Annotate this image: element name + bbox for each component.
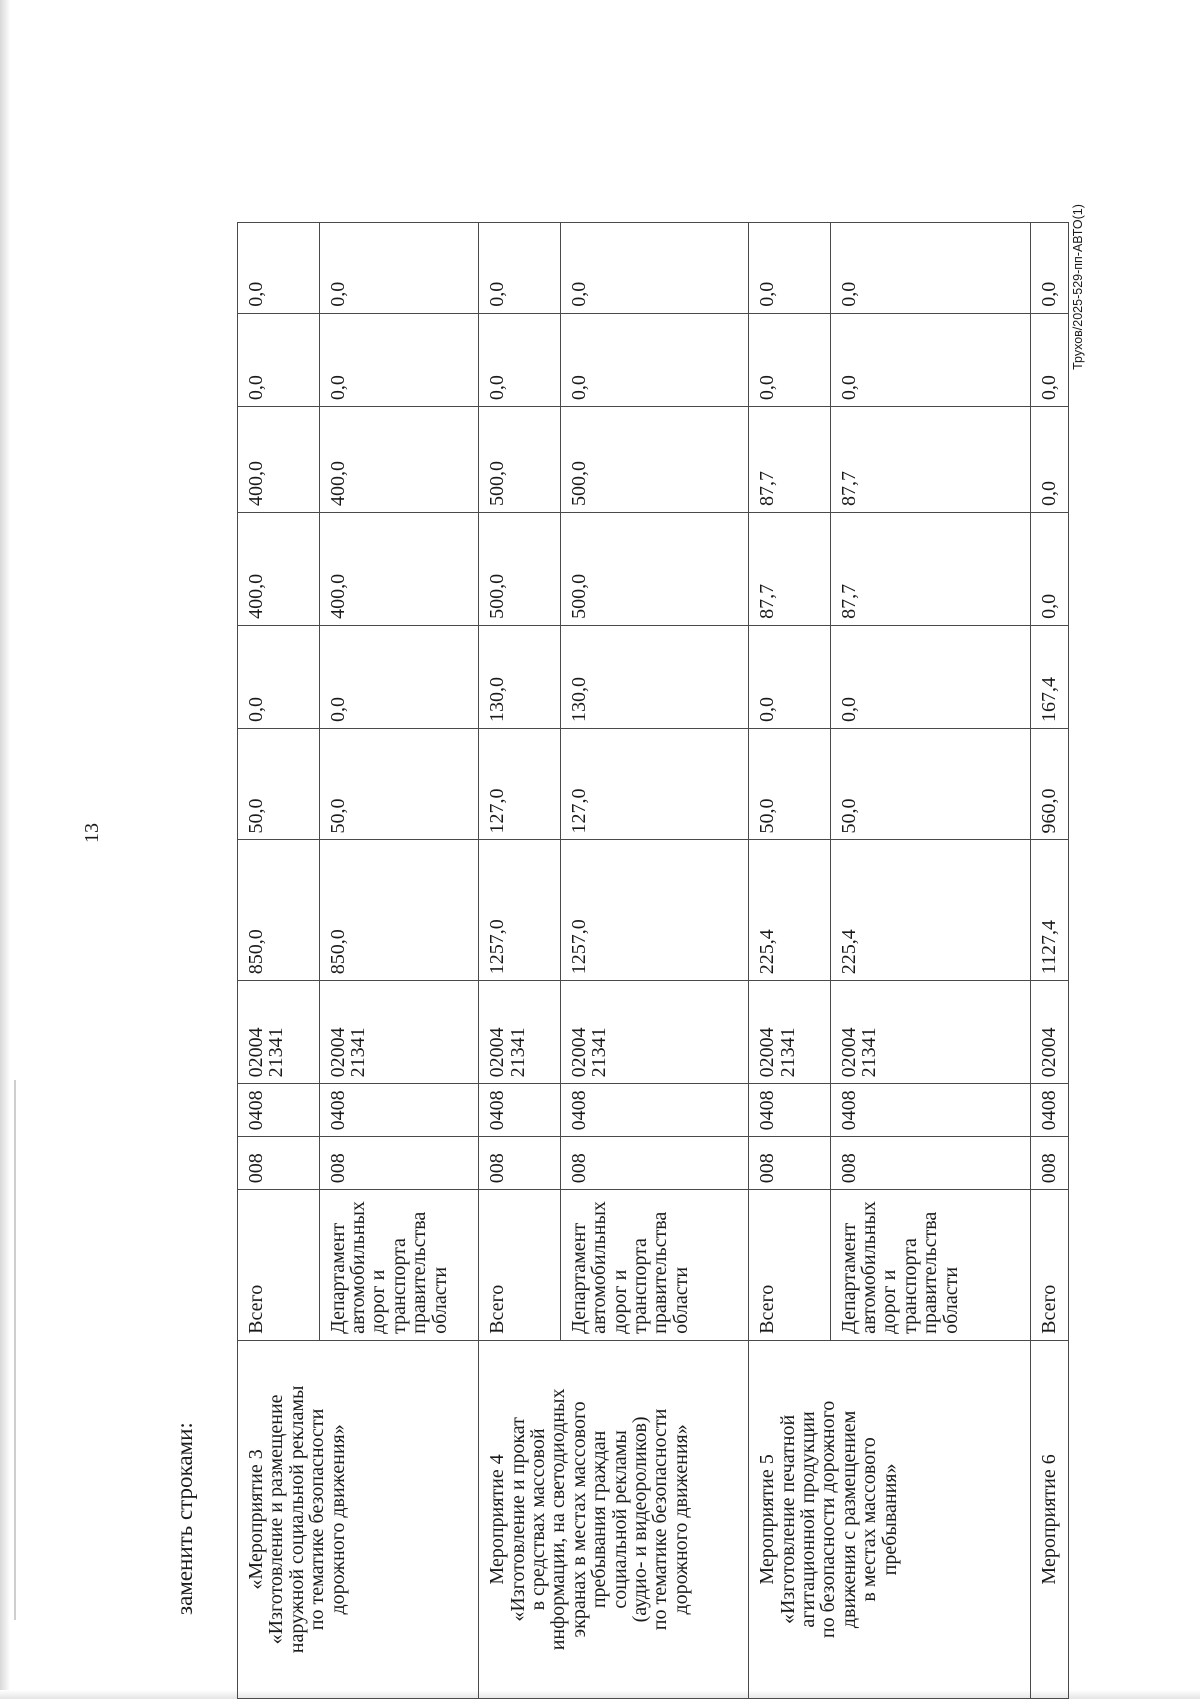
event-name-cell	[238, 1340, 479, 1698]
csr-code-cell	[749, 981, 831, 1084]
event-name-line: «Изготовление печатной	[776, 1414, 799, 1625]
amount-cell: 130,0	[479, 625, 561, 728]
csr-code-line: 02004	[1037, 1027, 1060, 1078]
table-row	[749, 223, 831, 1699]
amount-cell: 0,0	[560, 223, 748, 314]
amount-cell: 400,0	[319, 407, 479, 513]
funding-source-line: области	[428, 1266, 451, 1334]
csr-code-line: 02004	[567, 1027, 590, 1078]
event-name-line: движения с размещением	[837, 1410, 860, 1629]
amount-cell: 400,0	[238, 512, 320, 625]
amount-cell: 50,0	[319, 729, 479, 841]
event-name-line: Мероприятие 6	[1037, 1454, 1060, 1585]
event-name-line: Мероприятие 5	[756, 1454, 779, 1585]
amount-cell: 0,0	[479, 313, 561, 406]
amount-cell: 500,0	[479, 512, 561, 625]
csr-code-line: 02004	[245, 1027, 267, 1078]
funding-source-line: дорог и	[367, 1269, 390, 1334]
grbs-code-cell: 008	[560, 1137, 748, 1190]
budget-table	[237, 222, 1069, 1699]
amount-cell: 0,0	[319, 625, 479, 728]
funding-source-line: правительства	[408, 1211, 431, 1334]
amount-cell: 87,7	[749, 407, 831, 513]
csr-code-cell	[319, 981, 479, 1084]
amount-cell: 0,0	[238, 313, 320, 406]
funding-source-cell	[319, 1190, 479, 1341]
csr-code-line: 21341	[776, 1027, 799, 1078]
amount-cell: 0,0	[1030, 313, 1068, 406]
event-name-line: по безопасности дорожного	[817, 1400, 840, 1639]
amount-cell: 0,0	[319, 223, 479, 314]
amount-cell: 0,0	[749, 223, 831, 314]
funding-source-cell	[1030, 1190, 1068, 1341]
event-name-line: агитационной продукции	[796, 1411, 819, 1628]
grbs-code-cell: 008	[319, 1137, 479, 1190]
funding-source-cell	[749, 1190, 831, 1341]
amount-cell: 87,7	[830, 512, 1030, 625]
csr-code-cell	[560, 981, 748, 1084]
rzpr-code-cell: 0408	[749, 1084, 831, 1137]
event-name-line: по тематике безопасности	[306, 1408, 329, 1631]
table-row	[238, 223, 320, 1699]
amount-cell: 0,0	[1030, 223, 1068, 314]
amount-cell: 50,0	[749, 729, 831, 841]
funding-source-line: Департамент	[326, 1222, 349, 1334]
amount-cell: 0,0	[319, 313, 479, 406]
amount-cell: 127,0	[479, 729, 561, 841]
funding-source-line: автомобильных	[588, 1201, 611, 1334]
event-name-line: пребывания граждан	[588, 1430, 611, 1609]
csr-code-cell	[830, 981, 1030, 1084]
amount-cell: 1257,0	[479, 840, 561, 981]
event-name-line: (аудио- и видеороликов)	[628, 1416, 651, 1623]
event-name-line: по тематике безопасности	[649, 1408, 672, 1631]
event-name-line: экранах в местах массового	[567, 1401, 590, 1638]
amount-cell: 0,0	[749, 625, 831, 728]
csr-code-line: 21341	[506, 1027, 529, 1078]
amount-cell: 1127,4	[1030, 840, 1068, 981]
amount-cell: 87,7	[830, 407, 1030, 513]
intro-text: заменить строками:	[172, 1422, 197, 1615]
csr-code-line: 02004	[756, 1027, 779, 1078]
amount-cell: 50,0	[830, 729, 1030, 841]
rzpr-code-cell: 0408	[560, 1084, 748, 1137]
csr-code-line: 21341	[265, 1027, 288, 1078]
funding-source-cell	[479, 1190, 561, 1341]
rzpr-code-cell: 0408	[830, 1084, 1030, 1137]
amount-cell: 0,0	[830, 625, 1030, 728]
amount-cell: 167,4	[1030, 625, 1068, 728]
amount-cell: 0,0	[830, 313, 1030, 406]
rzpr-code-cell: 0408	[238, 1084, 320, 1137]
rzpr-code-cell: 0408	[1030, 1084, 1068, 1137]
amount-cell: 50,0	[238, 729, 320, 841]
csr-code-cell	[1030, 981, 1068, 1084]
amount-cell: 850,0	[319, 840, 479, 981]
event-name-line: Мероприятие 4	[486, 1454, 509, 1585]
amount-cell: 1257,0	[560, 840, 748, 981]
event-name-line: дорожного движения»	[669, 1424, 692, 1615]
event-name-cell	[479, 1340, 749, 1698]
scan-edge-left	[0, 0, 10, 1699]
csr-code-line: 02004	[486, 1027, 509, 1078]
funding-source-line: транспорта	[628, 1238, 651, 1334]
amount-cell: 130,0	[560, 625, 748, 728]
funding-source-line: транспорта	[898, 1238, 921, 1334]
funding-source-cell	[560, 1190, 748, 1341]
grbs-code-cell: 008	[479, 1137, 561, 1190]
funding-source-line: Всего	[245, 1284, 267, 1334]
funding-source-cell	[238, 1190, 320, 1341]
amount-cell: 0,0	[560, 313, 748, 406]
funding-source-line: правительства	[919, 1211, 942, 1334]
document-footer: Трухов/2025-529-пп-АВТО(1)	[1071, 204, 1085, 370]
funding-source-cell	[830, 1190, 1030, 1341]
amount-cell: 850,0	[238, 840, 320, 981]
funding-source-line: Департамент	[837, 1222, 860, 1334]
amount-cell: 0,0	[830, 223, 1030, 314]
funding-source-line: Департамент	[567, 1222, 590, 1334]
csr-code-line: 21341	[858, 1027, 881, 1078]
amount-cell: 0,0	[1030, 512, 1068, 625]
funding-source-line: дорог и	[878, 1269, 901, 1334]
table-row	[1030, 223, 1068, 1699]
csr-code-cell	[238, 981, 320, 1084]
amount-cell: 500,0	[479, 407, 561, 513]
grbs-code-cell: 008	[830, 1137, 1030, 1190]
grbs-code-cell: 008	[1030, 1137, 1068, 1190]
amount-cell: 0,0	[1030, 407, 1068, 513]
funding-source-line: транспорта	[387, 1238, 410, 1334]
csr-code-line: 02004	[837, 1027, 860, 1078]
event-name-line: в местах массового	[858, 1437, 881, 1602]
event-name-line: в средствах массовой	[527, 1428, 549, 1611]
funding-source-line: правительства	[649, 1211, 672, 1334]
funding-source-line: Всего	[486, 1284, 509, 1334]
funding-source-line: автомобильных	[346, 1201, 369, 1334]
csr-code-line: 21341	[346, 1027, 369, 1078]
event-name-line: наружной социальной рекламы	[285, 1385, 308, 1654]
amount-cell: 225,4	[830, 840, 1030, 981]
funding-source-line: автомобильных	[858, 1201, 881, 1334]
amount-cell: 225,4	[749, 840, 831, 981]
funding-source-line: Всего	[756, 1284, 779, 1334]
event-name-line: дорожного движения»	[326, 1424, 349, 1615]
rzpr-code-cell: 0408	[319, 1084, 479, 1137]
grbs-code-cell: 008	[749, 1137, 831, 1190]
scan-artifact-line	[14, 1080, 16, 1620]
event-name-cell	[749, 1340, 1030, 1698]
event-name-line: пребывания»	[878, 1463, 901, 1576]
funding-source-line: области	[939, 1266, 962, 1334]
event-name-line: «Изготовление и прокат	[506, 1417, 529, 1622]
event-name-line: «Изготовление и размещение	[265, 1394, 288, 1645]
amount-cell: 500,0	[560, 512, 748, 625]
funding-source-line: области	[669, 1266, 692, 1334]
funding-source-line: дорог и	[608, 1269, 631, 1334]
amount-cell: 127,0	[560, 729, 748, 841]
csr-code-cell	[479, 981, 561, 1084]
table-rotated-wrapper	[237, 222, 1069, 1699]
amount-cell: 500,0	[560, 407, 748, 513]
amount-cell: 87,7	[749, 512, 831, 625]
amount-cell: 0,0	[749, 313, 831, 406]
rzpr-code-cell: 0408	[479, 1084, 561, 1137]
amount-cell: 0,0	[238, 625, 320, 728]
event-name-line: «Мероприятие 3	[245, 1449, 267, 1590]
table-row	[479, 223, 561, 1699]
csr-code-line: 02004	[326, 1027, 349, 1078]
amount-cell: 960,0	[1030, 729, 1068, 841]
amount-cell: 0,0	[238, 223, 320, 314]
event-name-line: информации, на светодиодных	[547, 1388, 570, 1651]
funding-source-line: Всего	[1037, 1284, 1060, 1334]
csr-code-line: 21341	[588, 1027, 611, 1078]
grbs-code-cell: 008	[238, 1137, 320, 1190]
amount-cell: 0,0	[479, 223, 561, 314]
event-name-cell	[1030, 1340, 1068, 1698]
amount-cell: 400,0	[238, 407, 320, 513]
amount-cell: 400,0	[319, 512, 479, 625]
page-number: 13	[81, 823, 103, 843]
event-name-line: социальной рекламы	[608, 1430, 631, 1609]
